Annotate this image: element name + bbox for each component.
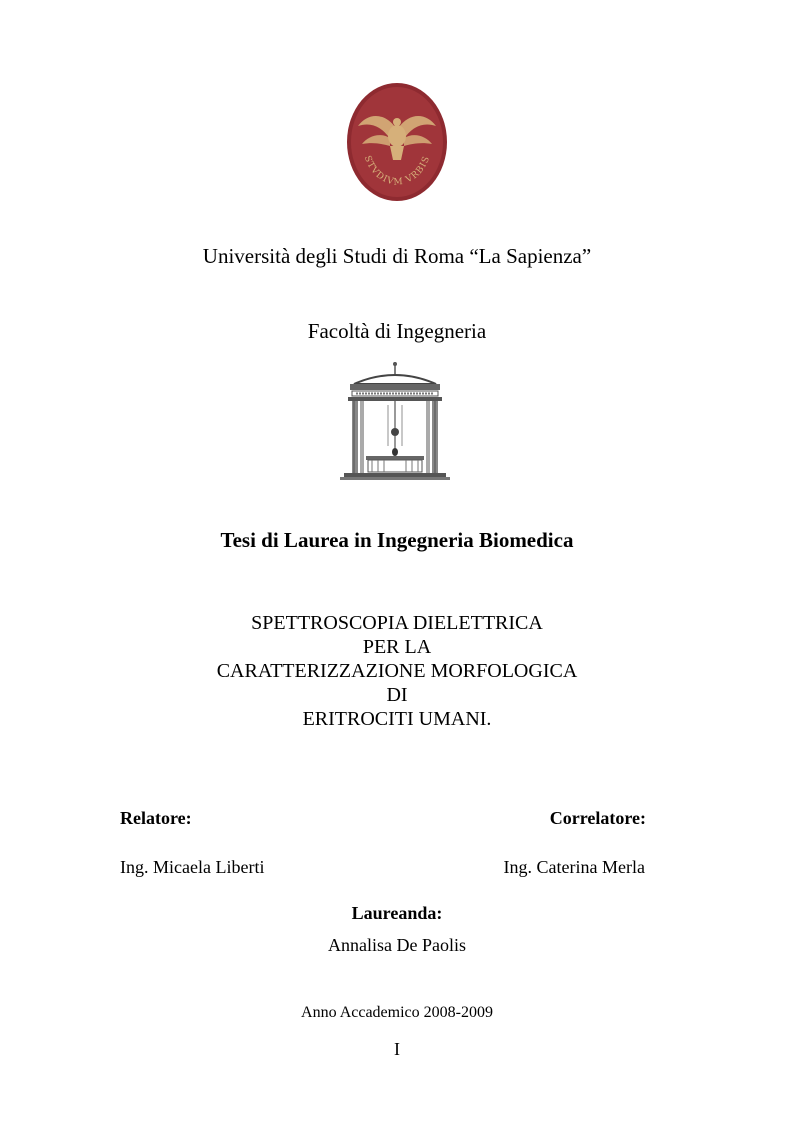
university-seal-logo bbox=[346, 82, 448, 202]
correlatore-name: Ing. Caterina Merla bbox=[503, 857, 645, 877]
thesis-title-line: PER LA bbox=[362, 636, 432, 658]
thesis-title-line: ERITROCITI UMANI. bbox=[302, 708, 492, 730]
correlatore-label: Correlatore: bbox=[549, 808, 646, 828]
faculty-building-emblem bbox=[340, 360, 450, 485]
page-number: I bbox=[394, 1039, 400, 1059]
academic-year: Anno Accademico 2008-2009 bbox=[301, 1004, 493, 1021]
faculty-name: Facoltà di Ingegneria bbox=[307, 319, 487, 343]
thesis-title-line: CARATTERIZZAZIONE MORFOLOGICA bbox=[216, 660, 578, 682]
thesis-type: Tesi di Laurea in Ingegneria Biomedica bbox=[220, 528, 574, 552]
thesis-title-line: SPETTROSCOPIA DIELETTRICA bbox=[251, 612, 543, 634]
university-name: Università degli Studi di Roma “La Sapienza” bbox=[202, 244, 592, 268]
candidate-name: Annalisa De Paolis bbox=[328, 935, 466, 955]
relatore-label: Relatore: bbox=[120, 808, 192, 828]
candidate-label: Laureanda: bbox=[351, 903, 443, 923]
relatore-name: Ing. Micaela Liberti bbox=[120, 857, 265, 877]
svg-text:STVDIVM VRBIS: STVDIVM VRBIS bbox=[361, 154, 433, 188]
thesis-title-line: DI bbox=[386, 684, 408, 706]
